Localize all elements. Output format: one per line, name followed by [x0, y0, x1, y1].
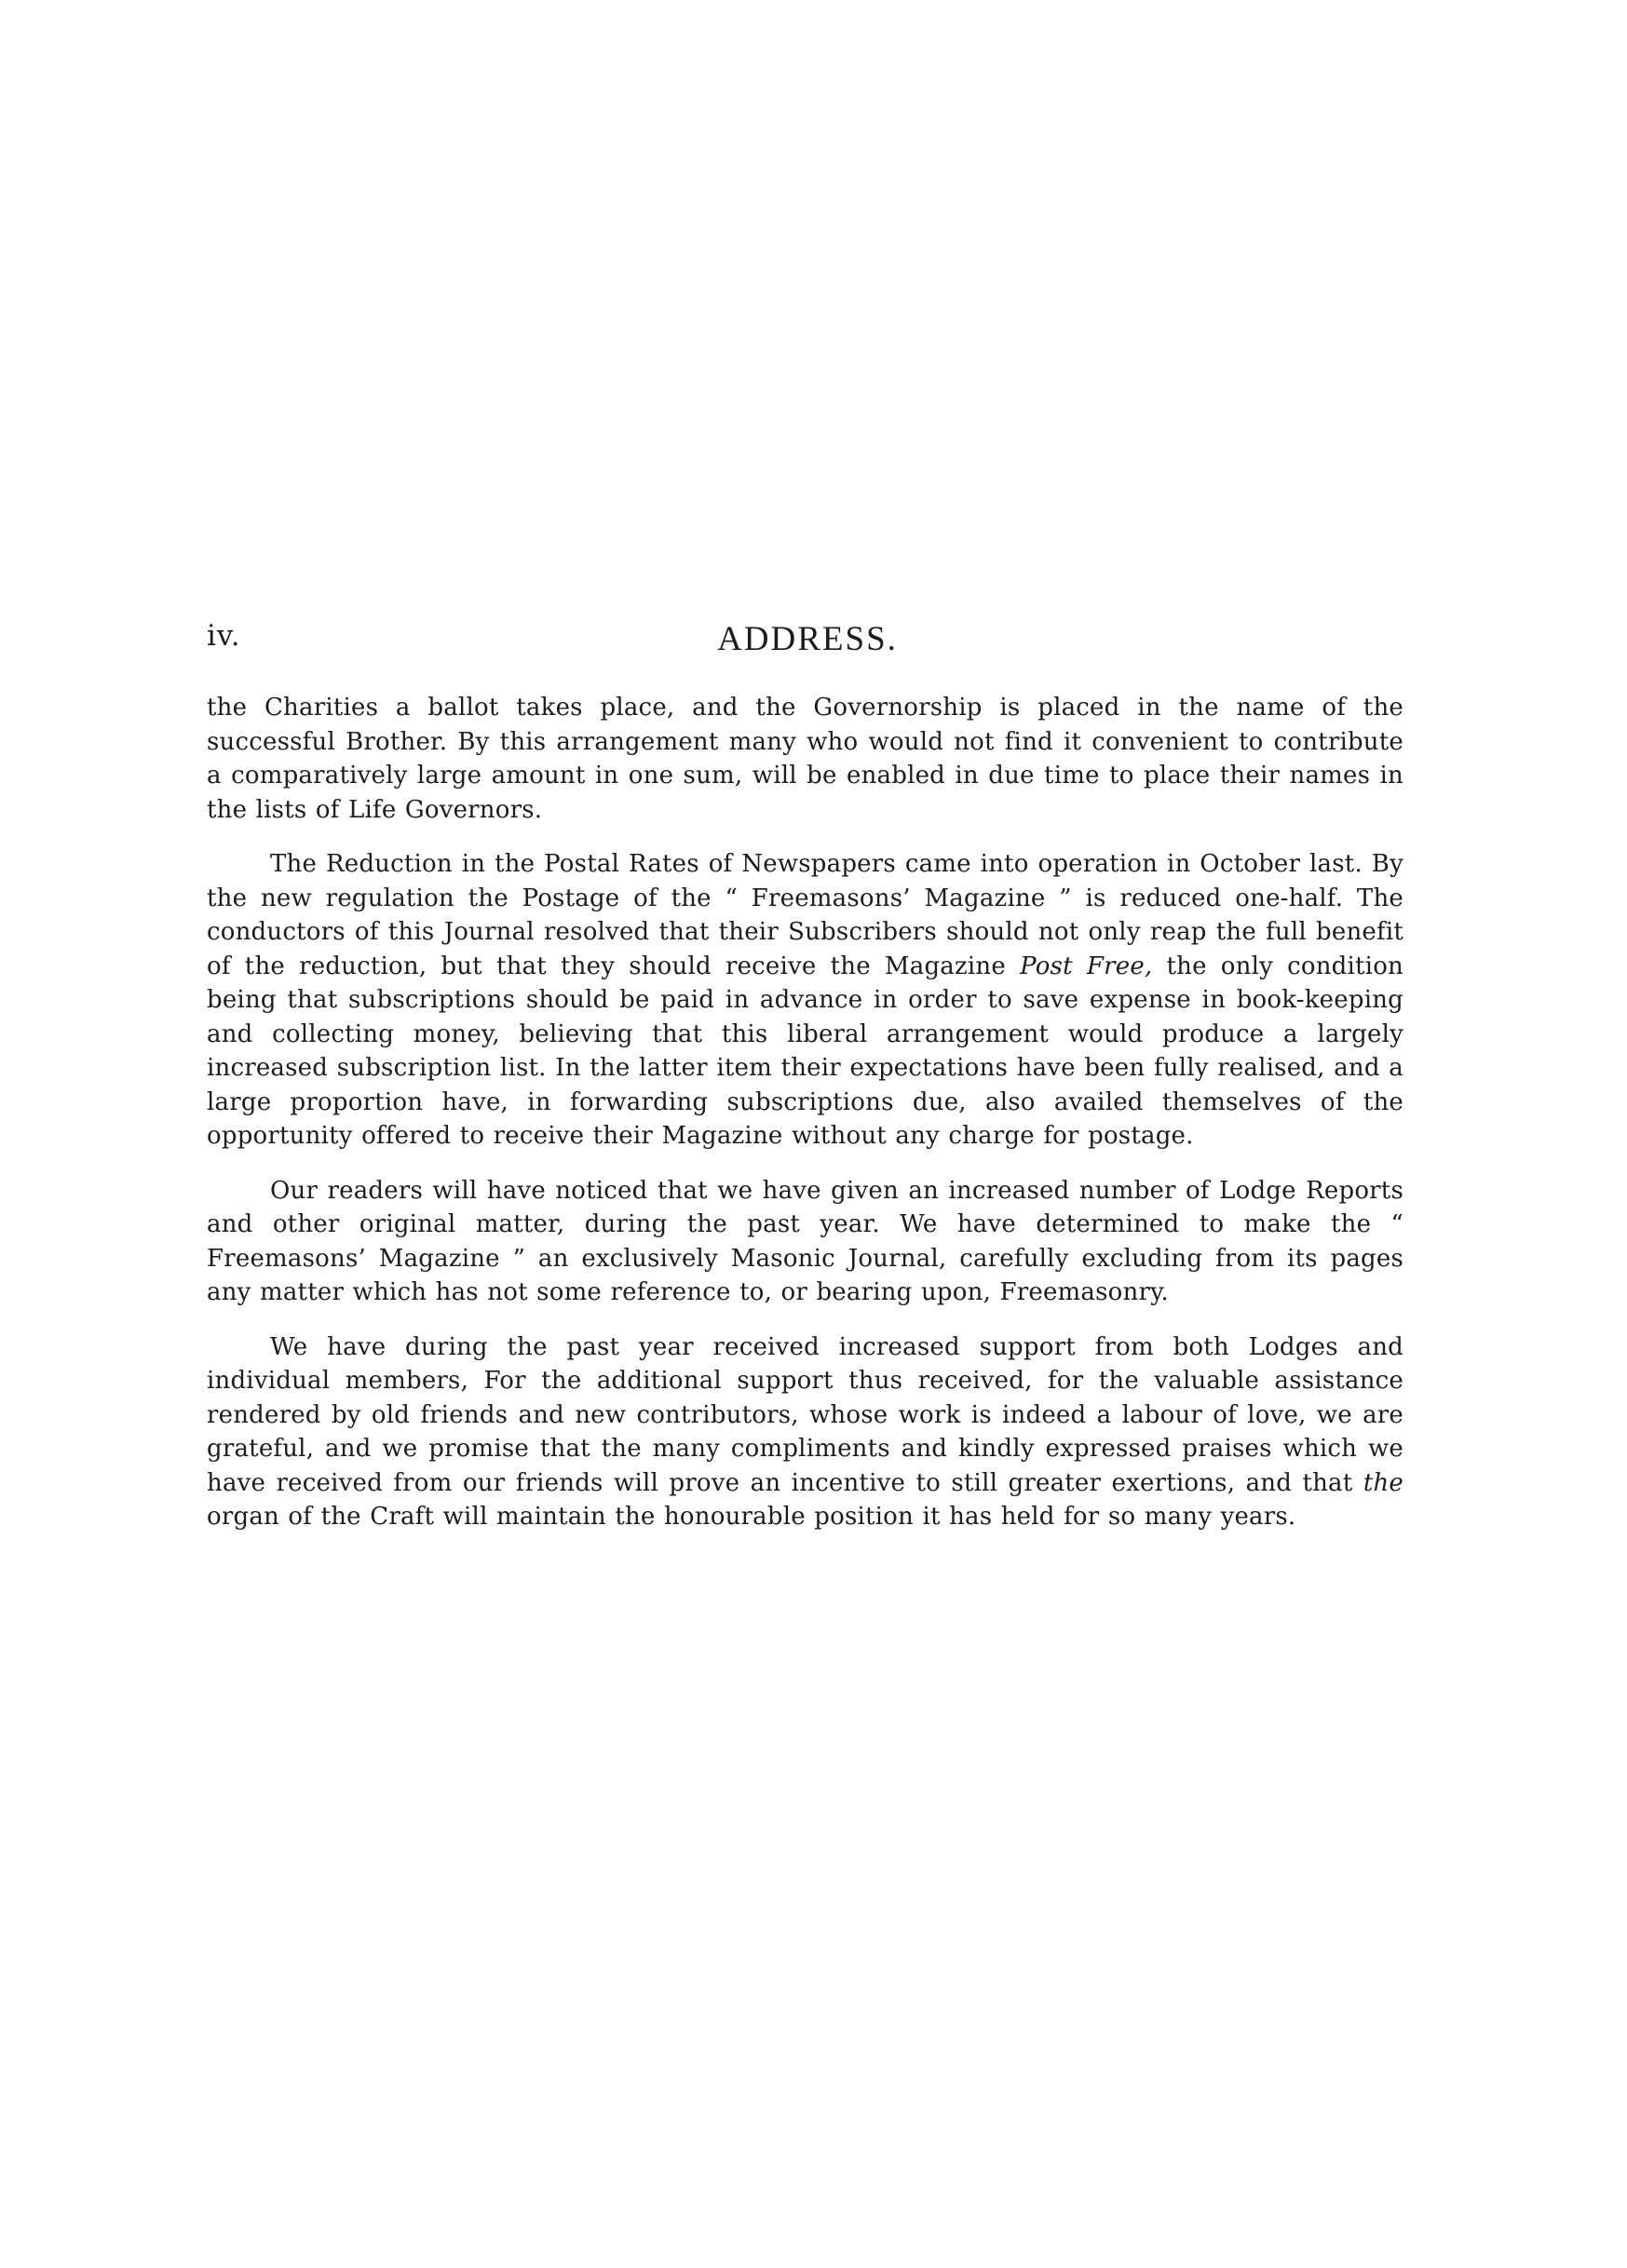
paragraph-continuation: the Charities a ballot takes place, and the Governorship is placed in the name of the successful Brother. By this arrangement many who would not find it convenient to contribute a comparatively large amount in one sum, will be enabled in due time to place their names in the lists of Life Governors. — [207, 694, 1403, 824]
paragraph-text: the only condition being that subscriptions should be paid in advance in order to save expense in book-keeping and collecting money, believing that this liberal arrangement would produce a largely increased subscription list. In the latter item their expectations have been fully realised, and a large proportion have, in forwarding subscriptions due, also availed themselves of the opportunity offered to receive their Magazine without any charge for postage. — [207, 952, 1403, 1150]
paragraph-lodge-reports: Our readers will have noticed that we have given an increased number of Lodge Reports and other original matter, during the past year. We have determined to make the “ Freemasons’ Magazine ” an exclusively Masonic Journal, carefully excluding from its pages any matter which has not some reference to, or bearing upon, Freemasonry. — [207, 1176, 1403, 1306]
paragraph-postal-rates — [207, 847, 1403, 1154]
paragraph-text: organ of the Craft will maintain the honourable position it has held for so many years. — [207, 1503, 1296, 1531]
emphasis-text: the — [1363, 1468, 1403, 1497]
paragraph-text: The Reduction in the Postal Rates of Newspapers came into operation in October last. By the new regulation the Postage of the “ Freemasons’ Magazine ” is reduced one-half. The conductors of this Journal resolved that their Subscribers should not only reap the full benefit of the reduction, but that they should receive the Magazine — [207, 850, 1403, 980]
page-title: ADDRESS. — [717, 620, 898, 658]
paragraph-support — [207, 1330, 1403, 1534]
emphasis-text: Post Free, — [1020, 952, 1153, 980]
page-number: iv. — [207, 619, 241, 653]
article-body — [207, 691, 1403, 1555]
paragraph-text: We have during the past year received increased support from both Lodges and individual members, For the additional support thus received, for the valuable assistance rendered by old friends and new contributors, whose work is indeed a labour of love, we are grateful, and we promise that the many compliments and kindly expressed praises which we have received from our friends will prove an incentive to still greater exertions, and that — [207, 1332, 1403, 1497]
running-head — [207, 610, 1408, 666]
